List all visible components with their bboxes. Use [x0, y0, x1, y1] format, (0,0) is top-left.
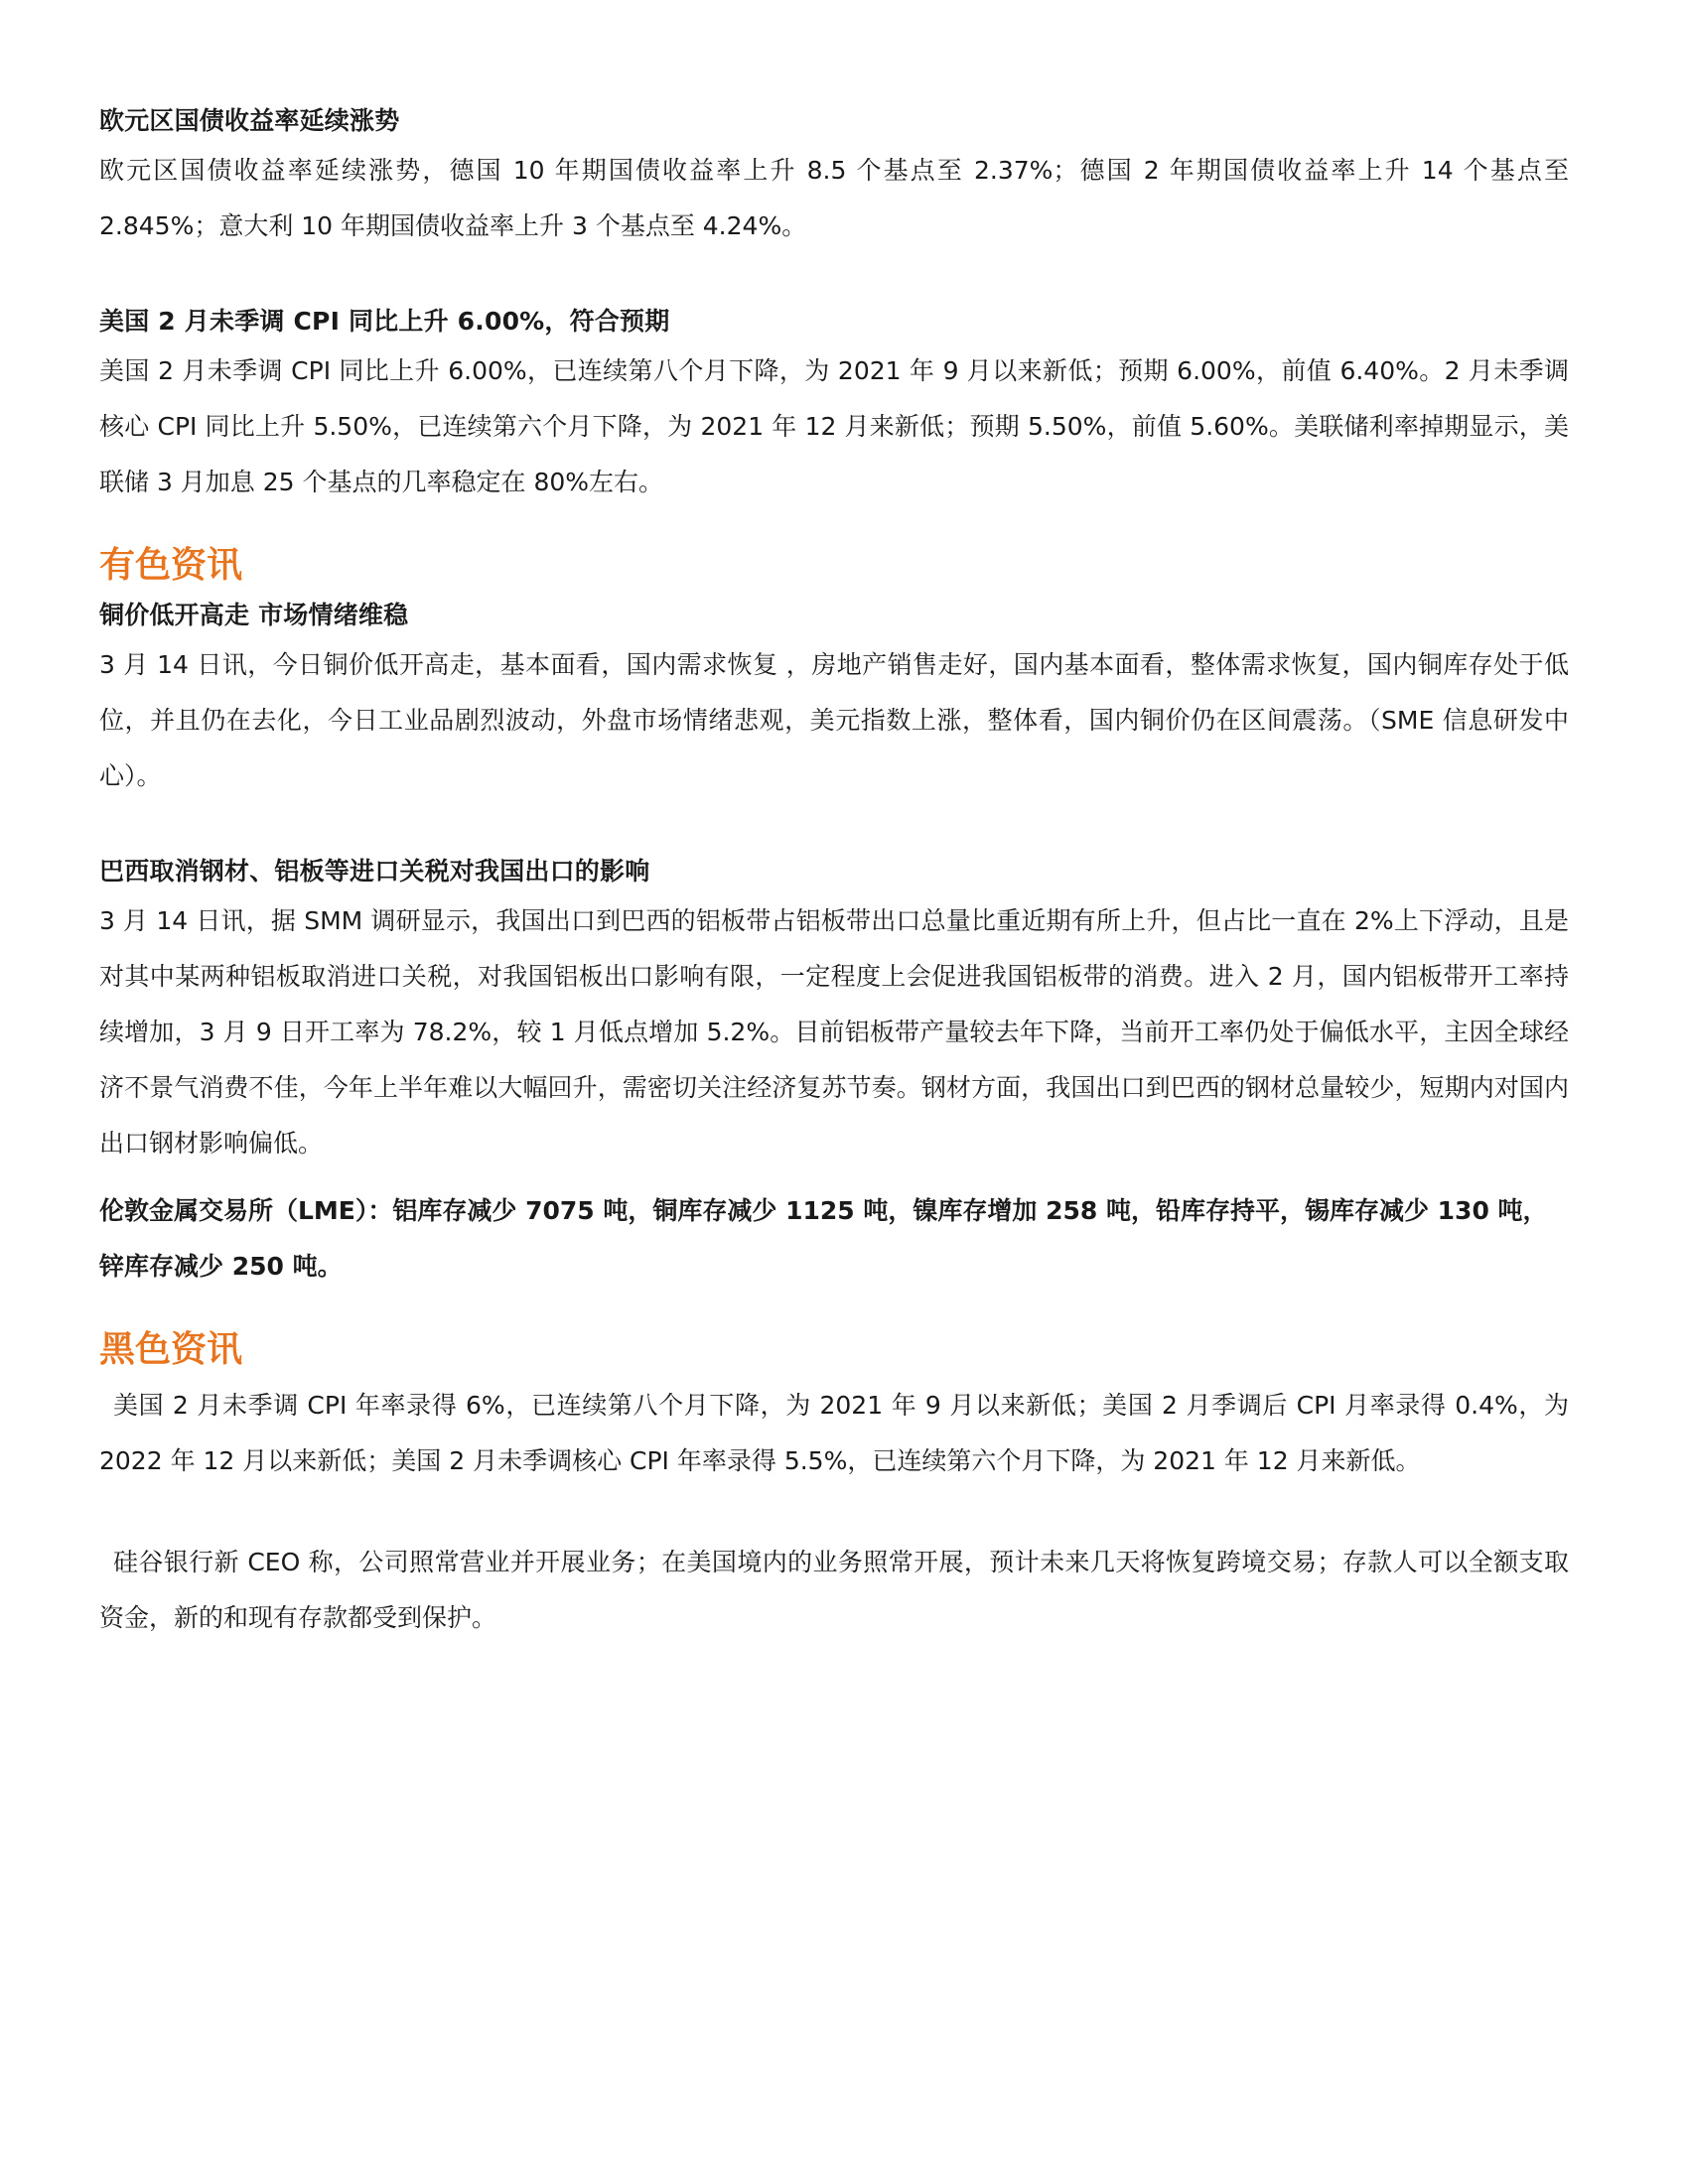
article-title: 欧元区国债收益率延续涨势: [99, 106, 400, 135]
article-eurozone-bonds: [99, 99, 1569, 254]
section-ferrous: [99, 1322, 1569, 1646]
ferrous-paragraph: 美国 2 月未季调 CPI 年率录得 6%，已连续第八个月下降，为 2021 年 9 月以来新低；美国 2 月季调后 CPI 月率录得 0.4%，为 2022 年 12 月以来新低；美国 2 月未季调核心 CPI 年率录得 5.5%，已连续第六个月下降，为 2021 年 12 月来新低。: [99, 1391, 1569, 1475]
lme-inventory-summary: 伦敦金属交易所（LME）：铝库存减少 7075 吨，铜库存减少 1125 吨，镍库存增加 258 吨，铅库存持平，锡库存减少 130 吨，锌库存减少 250 吨。: [99, 1196, 1548, 1281]
news-title: 巴西取消钢材、铝板等进口关税对我国出口的影响: [99, 857, 650, 886]
news-item-brazil-tariff: [99, 850, 1569, 1171]
document-page: [99, 99, 1569, 1646]
section-title-ferrous: 黑色资讯: [99, 1329, 243, 1370]
news-item-copper: [99, 594, 1569, 804]
article-title: 美国 2 月未季调 CPI 同比上升 6.00%，符合预期: [99, 307, 670, 336]
article-body: 美国 2 月未季调 CPI 同比上升 6.00%，已连续第八个月下降，为 2021 年 9 月以来新低；预期 6.00%，前值 6.40%。2 月未季调核心 CPI 同比上升 5.50%，已连续第六个月下降，为 2021 年 12 月来新低；预期 5.50%，前值 5.60%。美联储利率掉期显示，美联储 3 月加息 25 个基点的几率稳定在 80%左右。: [99, 356, 1569, 496]
article-body: 欧元区国债收益率延续涨势，德国 10 年期国债收益率上升 8.5 个基点至 2.37%；德国 2 年期国债收益率上升 14 个基点至 2.845%；意大利 10 年期国债收益率上升 3 个基点至 4.24%。: [99, 156, 1569, 240]
section-nonferrous: [99, 538, 1569, 1295]
section-title-nonferrous: 有色资讯: [99, 545, 243, 586]
news-body: 3 月 14 日讯，今日铜价低开高走，基本面看，国内需求恢复 ，房地产销售走好，国内基本面看，整体需求恢复，国内铜库存处于低位，并且仍在去化，今日工业品剧烈波动，外盘市场情绪悲观，美元指数上涨，整体看，国内铜价仍在区间震荡。（SME 信息研发中心）。: [99, 650, 1569, 790]
news-body: 3 月 14 日讯，据 SMM 调研显示，我国出口到巴西的铝板带占铝板带出口总量比重近期有所上升，但占比一直在 2%上下浮动，且是对其中某两种铝板取消进口关税，对我国铝板出口影响有限，一定程度上会促进我国铝板带的消费。进入 2 月，国内铝板带开工率持续增加，3 月 9 日开工率为 78.2%，较 1 月低点增加 5.2%。目前铝板带产量较去年下降，当前开工率仍处于偏低水平，主因全球经济不景气消费不佳，今年上半年难以大幅回升，需密切关注经济复苏节奏。钢材方面，我国出口到巴西的钢材总量较少，短期内对国内出口钢材影响偏低。: [99, 906, 1569, 1158]
ferrous-paragraph: 硅谷银行新 CEO 称，公司照常营业并开展业务；在美国境内的业务照常开展，预计未来几天将恢复跨境交易；存款人可以全额支取资金，新的和现有存款都受到保护。: [99, 1548, 1569, 1632]
news-title: 铜价低开高走 市场情绪维稳: [99, 601, 409, 629]
article-us-cpi: [99, 300, 1569, 510]
